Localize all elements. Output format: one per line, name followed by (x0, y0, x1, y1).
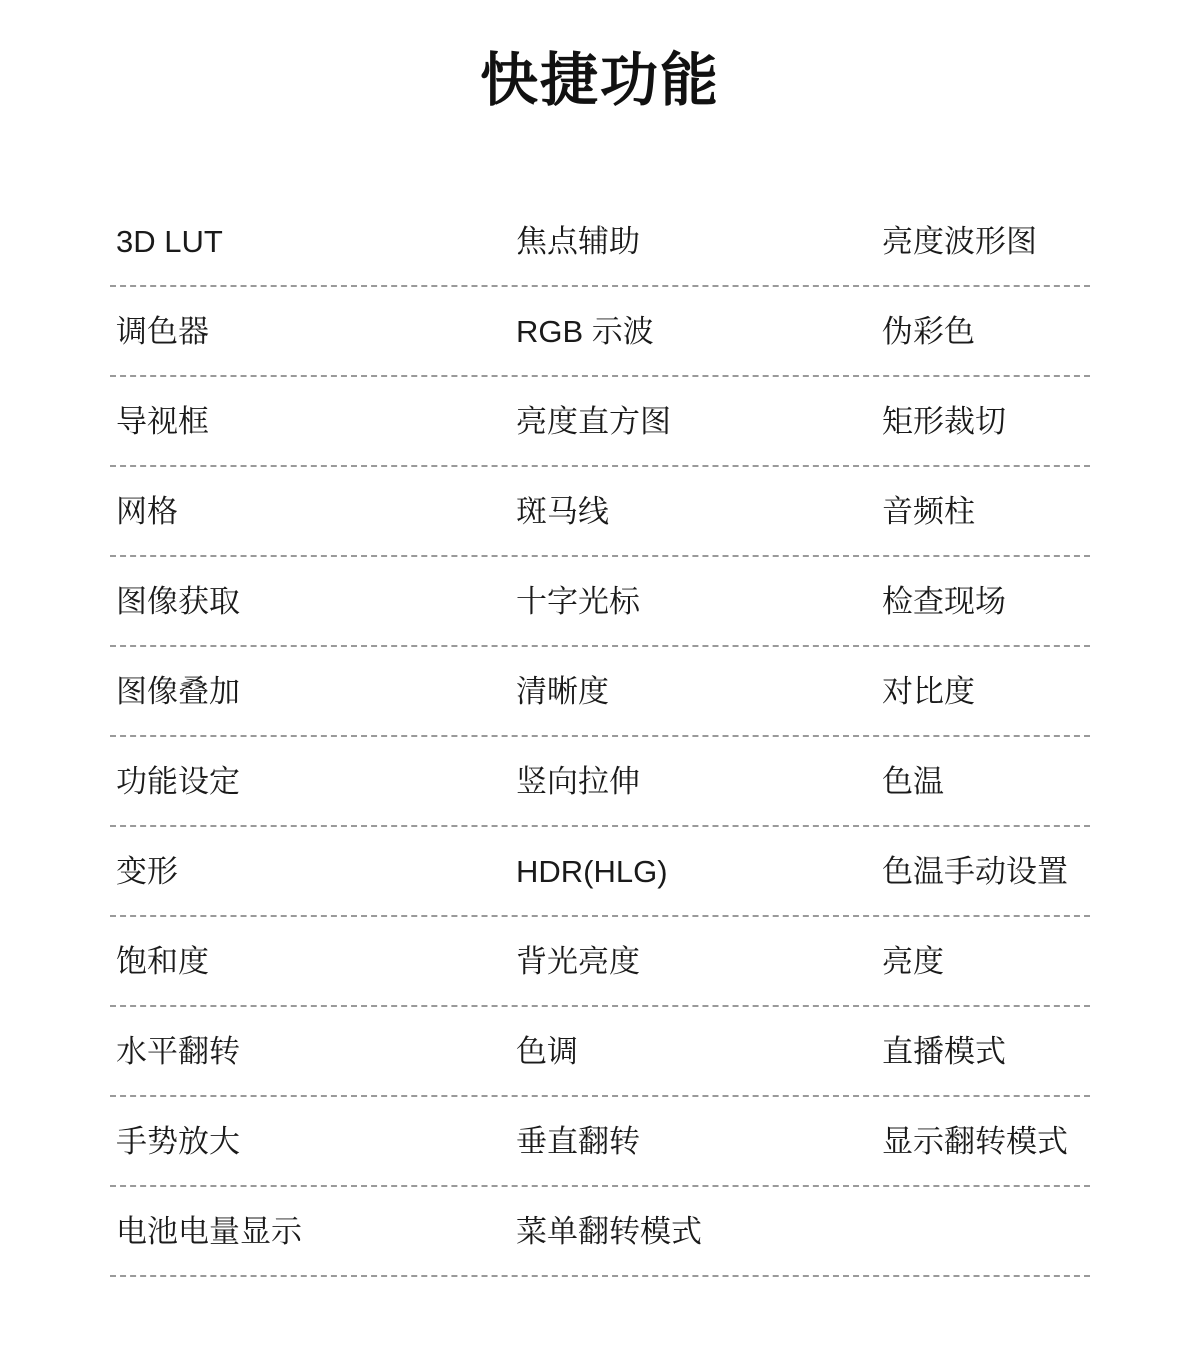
feature-cell: 亮度直方图 (516, 404, 671, 440)
feature-cell: 饱和度 (116, 944, 209, 980)
feature-cell: 图像获取 (116, 584, 240, 620)
feature-cell: 焦点辅助 (516, 224, 640, 260)
table-row (110, 1007, 1090, 1097)
table-row (110, 647, 1090, 737)
feature-cell: 调色器 (116, 314, 209, 350)
feature-cell: 色调 (516, 1034, 578, 1070)
feature-cell: 显示翻转模式 (882, 1124, 1068, 1160)
table-row (110, 737, 1090, 827)
table-row (110, 557, 1090, 647)
feature-cell: 手势放大 (116, 1124, 240, 1160)
feature-cell: 水平翻转 (116, 1034, 240, 1070)
feature-cell: 网格 (116, 494, 178, 530)
table-row (110, 377, 1090, 467)
feature-cell: 清晰度 (516, 674, 609, 710)
feature-cell: 功能设定 (116, 764, 240, 800)
feature-cell: 亮度 (882, 944, 944, 980)
feature-cell: 图像叠加 (116, 674, 240, 710)
table-row (110, 1187, 1090, 1277)
feature-cell: RGB 示波 (516, 314, 654, 350)
feature-cell: 对比度 (882, 674, 975, 710)
feature-cell: 直播模式 (882, 1034, 1006, 1070)
feature-cell: 3D LUT (116, 224, 223, 260)
feature-cell: 竖向拉伸 (516, 764, 640, 800)
table-row (110, 287, 1090, 377)
feature-cell: 十字光标 (516, 584, 640, 620)
feature-cell: 导视框 (116, 404, 209, 440)
table-row (110, 197, 1090, 287)
feature-cell: 电池电量显示 (116, 1214, 302, 1250)
table-row (110, 1097, 1090, 1187)
feature-cell: 变形 (116, 854, 178, 890)
page-title: 快捷功能 (479, 48, 720, 113)
feature-cell: 音频柱 (882, 494, 975, 530)
feature-cell: 矩形裁切 (882, 404, 1006, 440)
feature-cell: 色温 (882, 764, 944, 800)
feature-cell: 检查现场 (882, 584, 1006, 620)
feature-cell: 垂直翻转 (516, 1124, 640, 1160)
feature-cell: 亮度波形图 (882, 224, 1037, 260)
feature-cell: 斑马线 (516, 494, 609, 530)
feature-cell: 菜单翻转模式 (516, 1214, 702, 1250)
table-row (110, 827, 1090, 917)
table-row (110, 917, 1090, 1007)
table-row (110, 467, 1090, 557)
feature-cell: 背光亮度 (516, 944, 640, 980)
feature-cell: HDR(HLG) (516, 854, 668, 890)
shortcut-feature-table (110, 197, 1090, 1277)
feature-cell: 色温手动设置 (882, 854, 1068, 890)
feature-cell: 伪彩色 (882, 314, 975, 350)
